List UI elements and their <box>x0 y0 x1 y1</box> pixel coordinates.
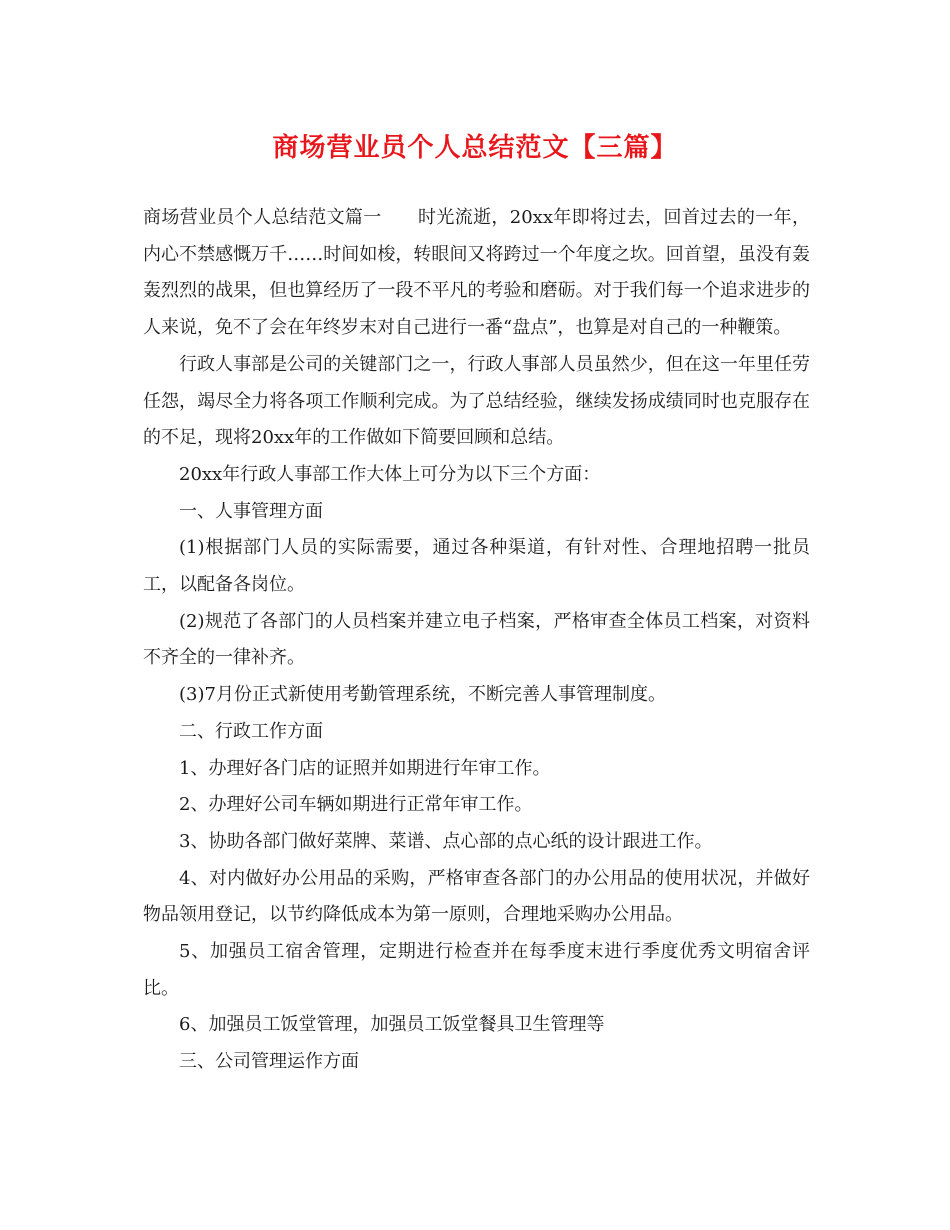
paragraph: 20xx年行政人事部工作大体上可分为以下三个方面： <box>179 463 601 485</box>
list-item: (1)根据部门人员的实际需要，通过各种渠道，有针对性、合理地招聘一批员工，以配备各岗位。 <box>143 537 810 596</box>
document-body <box>143 200 810 1081</box>
section-heading: 二、行政工作方面 <box>179 720 323 742</box>
list-item: 6、加强员工饭堂管理，加强员工饭堂餐具卫生管理等 <box>179 1014 605 1036</box>
list-item: 3、协助各部门做好菜牌、菜谱、点心部的点心纸的设计跟进工作。 <box>179 830 713 852</box>
intro-text: 时光流逝，20xx年即将过去，回首过去的一年，内心不禁感慨万千……时间如梭，转眼间又将跨过一个年度之坎。回首望，虽没有轰轰烈烈的战果，但也算经历了一段不平凡的考验和磨砺。对于我们每一个追求进步的人来说，免不了会在年终岁末对自己进行一番“盘点”，也算是对自己的一种鞭策。 <box>143 207 810 339</box>
paragraph-intro <box>143 200 810 347</box>
section-heading: 三、公司管理运作方面 <box>179 1051 359 1073</box>
list-item: 4、对内做好办公用品的采购，严格审查各部门的办公用品的使用状况，并做好物品领用登记，以节约降低成本为第一原则，合理地采购办公用品。 <box>143 867 810 926</box>
list-item: 1、办理好各门店的证照并如期进行年审工作。 <box>179 757 551 779</box>
document-title: 商场营业员个人总结范文【三篇】 <box>272 133 678 163</box>
list-item: 5、加强员工宿舍管理，定期进行检查并在每季度末进行季度优秀文明宿舍评比。 <box>143 941 810 999</box>
list-item: (3)7月份正式新使用考勤管理系统，不断完善人事管理制度。 <box>179 684 666 706</box>
list-item: 2、办理好公司车辆如期进行正常年审工作。 <box>179 794 533 816</box>
section-heading: 一、人事管理方面 <box>179 500 323 522</box>
paragraph: 行政人事部是公司的关键部门之一，行政人事部人员虽然少，但在这一年里任劳任怨，竭尽全力将各项工作顺利完成。为了总结经验，继续发扬成绩同时也克服存在的不足，现将20xx年的工作做如下简要回顾和总结。 <box>143 353 810 449</box>
intro-label: 商场营业员个人总结范文篇一 <box>143 207 382 228</box>
list-item: (2)规范了各部门的人员档案并建立电子档案，严格审查全体员工档案，对资料不齐全的一律补齐。 <box>143 610 810 669</box>
